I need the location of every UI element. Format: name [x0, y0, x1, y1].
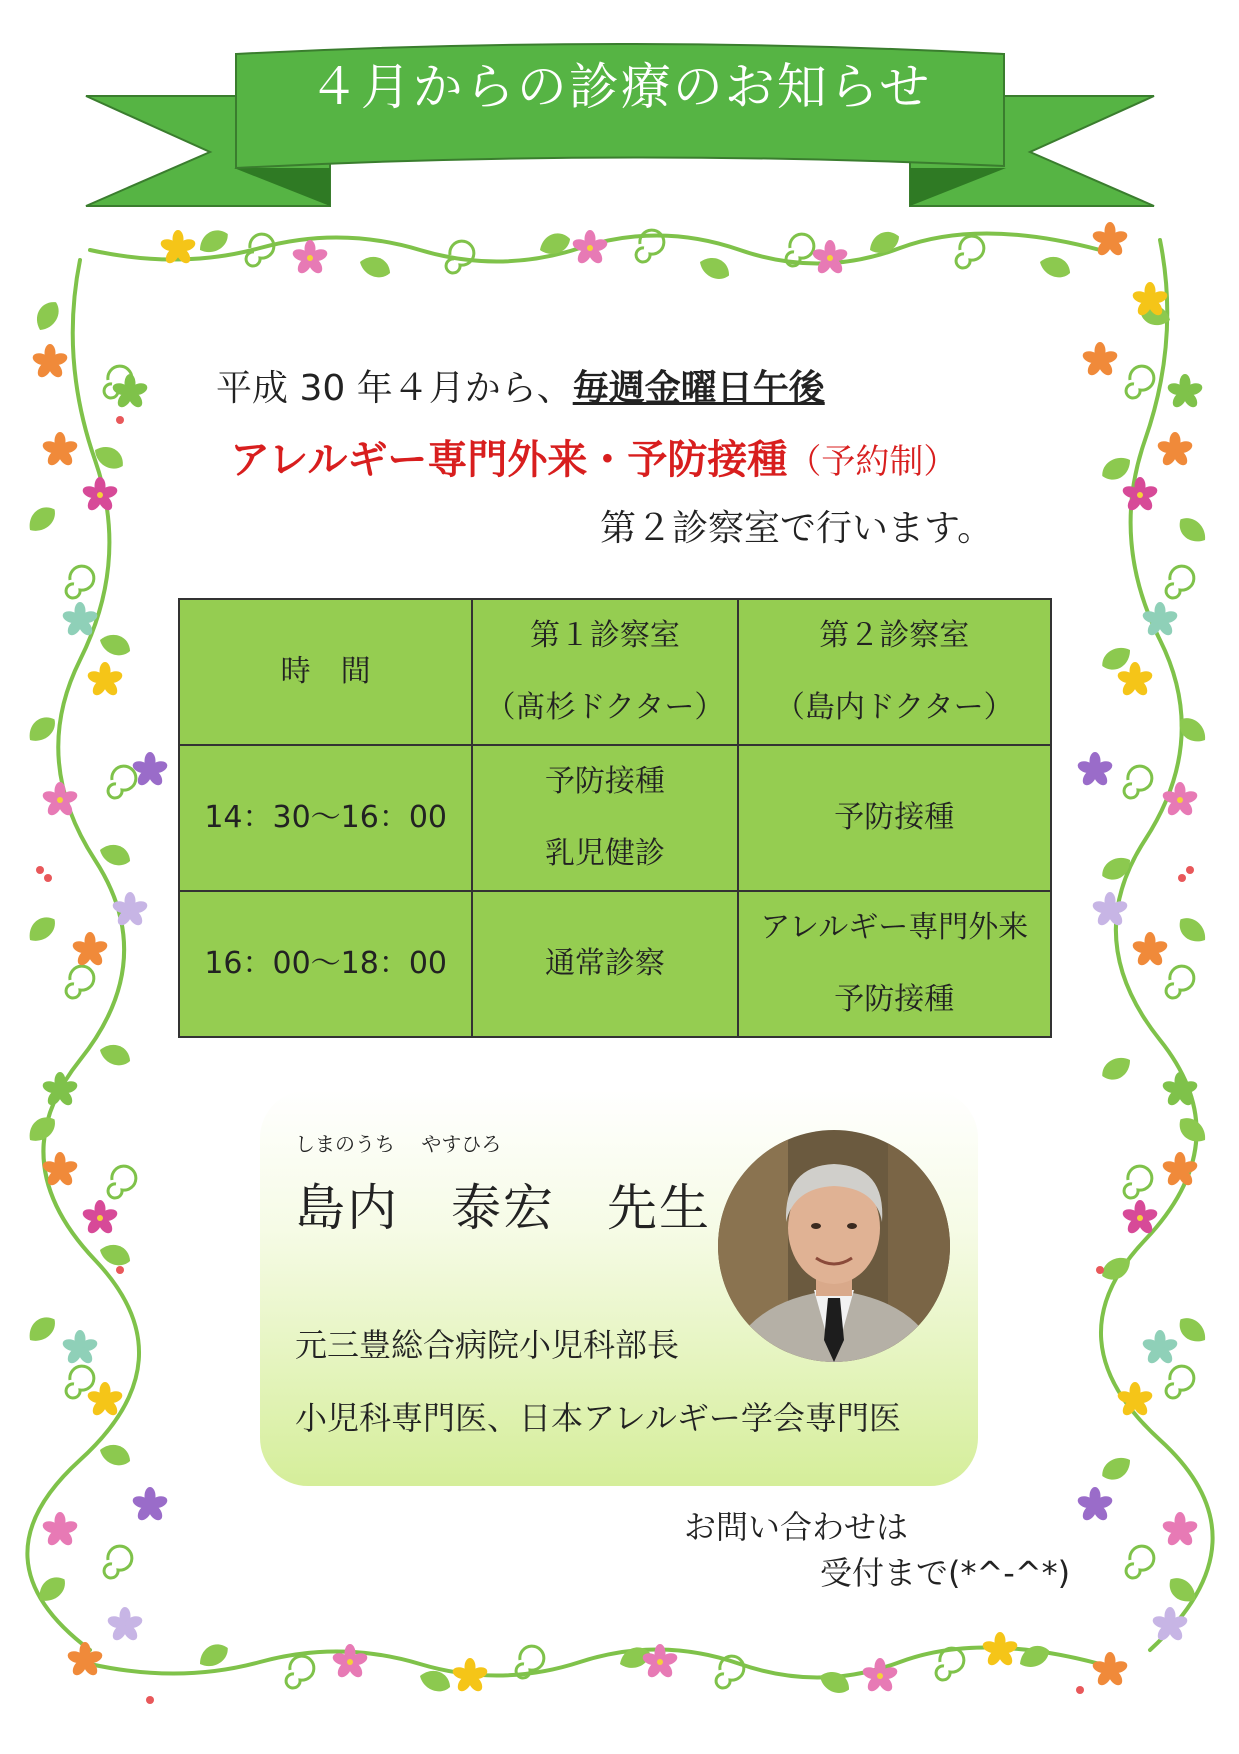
- row1-room1-item: 乳児健診: [544, 836, 665, 871]
- doctor-name: 島内 泰宏 先生: [295, 1179, 711, 1237]
- doctor-name-reading: しまのうち やすひろ: [295, 1132, 502, 1156]
- header-time-label: 時 間: [280, 654, 371, 689]
- table-row: [179, 891, 1051, 1037]
- contact-line-2: 受付まで(*^-^*): [820, 1554, 1071, 1592]
- row1-room2: [738, 745, 1051, 891]
- header-time: [179, 599, 472, 745]
- room2-name: 第２診察室: [819, 618, 970, 653]
- row2-room1-item: 通常診察: [544, 946, 665, 981]
- row1-room1: [472, 745, 737, 891]
- intro-weekday: 毎週金曜日午後: [572, 368, 825, 409]
- doctor-qualifications: 小児科専門医、日本アレルギー学会専門医: [295, 1399, 901, 1437]
- row2-room1: [472, 891, 737, 1037]
- room2-doctor: （島内ドクター）: [774, 690, 1014, 725]
- header-room2: [738, 599, 1051, 745]
- schedule-table: [178, 598, 1052, 1038]
- doctor-career: 元三豊総合病院小児科部長: [295, 1326, 680, 1364]
- row1-room1-item: 予防接種: [544, 764, 665, 799]
- row2-room2: [738, 891, 1051, 1037]
- intro-line-3: 第２診察室で行います。: [600, 508, 994, 549]
- intro-line-1: [216, 360, 825, 411]
- row1-time: 14：30～16：00: [179, 745, 472, 891]
- intro-line-2: [230, 428, 957, 485]
- row1-room2-item: 予防接種: [834, 800, 955, 835]
- intro-reservation-note: （予約制）: [787, 442, 958, 482]
- intro-date: 平成 30 年４月から、: [216, 368, 573, 409]
- row2-room2-item: アレルギー専門外来: [760, 910, 1029, 945]
- doctor-photo: [718, 1130, 950, 1362]
- contact-line-1: お問い合わせは: [684, 1508, 909, 1546]
- banner-title: ４月からの診療のお知らせ: [308, 58, 932, 116]
- room1-name: 第１診察室: [529, 618, 680, 653]
- table-header-row: [179, 599, 1051, 745]
- room1-doctor: （髙杉ドクター）: [485, 690, 725, 725]
- row2-room2-item: 予防接種: [834, 982, 955, 1017]
- table-row: [179, 745, 1051, 891]
- header-room1: [472, 599, 737, 745]
- row2-time: 16：00～18：00: [179, 891, 472, 1037]
- intro-service: アレルギー専門外来・予防接種: [230, 437, 788, 483]
